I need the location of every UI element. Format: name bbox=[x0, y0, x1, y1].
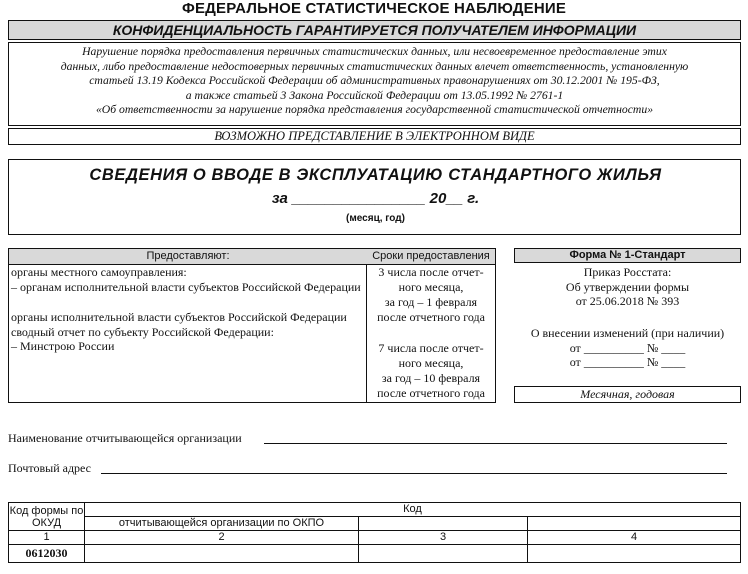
submitters-column bbox=[9, 264, 367, 402]
codes-table bbox=[8, 502, 741, 564]
deadline-line: после отчетного года bbox=[377, 386, 485, 400]
changes-row: от __________ № ____ bbox=[569, 340, 686, 355]
code-field-3[interactable] bbox=[358, 544, 528, 563]
deadline-line: за год – 1 февраля bbox=[384, 295, 478, 309]
change-number-field[interactable]: ____ bbox=[661, 355, 686, 369]
code-header-blank bbox=[358, 516, 528, 531]
form-title-box bbox=[8, 159, 741, 235]
deadline-line: за год – 10 февраля bbox=[381, 371, 481, 385]
changes-title: О внесении изменений (при наличии) bbox=[530, 326, 725, 340]
submitters-table bbox=[8, 248, 496, 403]
warning-line: «Об ответственности за нарушение порядка представления государственной статистической отчетности» bbox=[95, 103, 654, 116]
code-header: Код bbox=[84, 502, 741, 517]
org-name-field[interactable] bbox=[264, 443, 727, 444]
okud-header: Код формы по ОКУД bbox=[8, 502, 85, 531]
period-prefix: за bbox=[271, 190, 288, 207]
column-number: 4 bbox=[527, 530, 741, 545]
column-number: 1 bbox=[8, 530, 85, 545]
postal-address-field[interactable] bbox=[101, 473, 727, 474]
liability-warning bbox=[8, 42, 741, 126]
order-line: Приказ Росстата: bbox=[583, 265, 672, 279]
period-hint: (месяц, год) bbox=[346, 213, 405, 224]
change-date-field[interactable]: __________ bbox=[583, 340, 644, 355]
deadline-line: ного месяца, bbox=[398, 356, 464, 370]
deadlines-header: Сроки предоставления bbox=[367, 249, 495, 265]
submitters-header: Предоставляют: bbox=[9, 249, 368, 265]
form-title: СВЕДЕНИЯ О ВВОДЕ В ЭКСПЛУАТАЦИЮ СТАНДАРТНОГО ЖИЛЬЯ bbox=[89, 166, 662, 184]
period-month-field[interactable]: ________________ bbox=[291, 190, 426, 207]
year-prefix: 20 bbox=[429, 190, 447, 207]
form-number: Форма № 1-Стандарт bbox=[514, 248, 741, 263]
code-field-4[interactable] bbox=[527, 544, 741, 563]
electronic-submission-note: ВОЗМОЖНО ПРЕДСТАВЛЕНИЕ В ЭЛЕКТРОННОМ ВИДЕ bbox=[8, 128, 741, 145]
code-header-blank bbox=[527, 516, 741, 531]
change-number-field[interactable]: ____ bbox=[661, 340, 686, 355]
deadline-line: 7 числа после отчет- bbox=[378, 341, 484, 355]
changes-row: от __________ № ____ bbox=[569, 355, 686, 369]
warning-line: статьей 13.19 Кодекса Российской Федерации об административных правонарушениях от 30.12.2001 № 195-ФЗ, bbox=[89, 74, 660, 87]
submitter-line: – органам исполнительной власти субъектов Российской Федерации bbox=[11, 279, 361, 294]
submitter-line: органы местного самоуправления: bbox=[11, 265, 187, 279]
okpo-code-field[interactable] bbox=[84, 544, 359, 563]
submitter-line: органы исполнительной власти субъектов Российской Федерации сводный отчет по субъекту Российской Федерации: bbox=[11, 310, 347, 339]
order-line: Об утверждении формы bbox=[565, 279, 690, 294]
submitter-line: – Минстрою России bbox=[11, 339, 115, 353]
form-info-box bbox=[514, 248, 741, 404]
org-name-label: Наименование отчитывающейся организации bbox=[8, 431, 242, 445]
warning-line: Нарушение порядка предоставления первичных статистических данных, или несвоевременное предоставление этих bbox=[82, 45, 667, 58]
okud-code-value: 0612030 bbox=[8, 544, 85, 563]
approval-order bbox=[514, 265, 741, 309]
deadline-line: после отчетного года bbox=[377, 310, 485, 324]
survey-title: ФЕДЕРАЛЬНОЕ СТАТИСТИЧЕСКОЕ НАБЛЮДЕНИЕ bbox=[181, 0, 567, 17]
deadlines-column bbox=[367, 264, 495, 402]
year-suffix: г. bbox=[467, 190, 480, 207]
column-number: 3 bbox=[358, 530, 528, 545]
deadline-line: ного месяца, bbox=[398, 280, 464, 294]
warning-line: данных, либо предоставление недостоверных первичных статистических данных влечет ответственность, установленную bbox=[60, 59, 689, 73]
column-number: 2 bbox=[84, 530, 359, 545]
year-field[interactable]: __ bbox=[446, 190, 464, 207]
change-date-field[interactable]: __________ bbox=[583, 355, 644, 369]
changes-block bbox=[514, 326, 741, 370]
okpo-header: отчитывающейся организации по ОКПО bbox=[84, 516, 359, 531]
order-line: от 25.06.2018 № 393 bbox=[575, 294, 680, 308]
warning-line: а также статьей 3 Закона Российской Федерации от 13.05.1992 № 2761-1 bbox=[185, 88, 564, 102]
confidentiality-banner: КОНФИДЕНЦИАЛЬНОСТЬ ГАРАНТИРУЕТСЯ ПОЛУЧАТЕЛЕМ ИНФОРМАЦИИ bbox=[8, 20, 741, 40]
report-period-line bbox=[9, 190, 742, 207]
periodicity-badge: Месячная, годовая bbox=[514, 386, 741, 403]
postal-address-label: Почтовый адрес bbox=[8, 461, 92, 475]
deadline-line: 3 числа после отчет- bbox=[378, 265, 484, 279]
